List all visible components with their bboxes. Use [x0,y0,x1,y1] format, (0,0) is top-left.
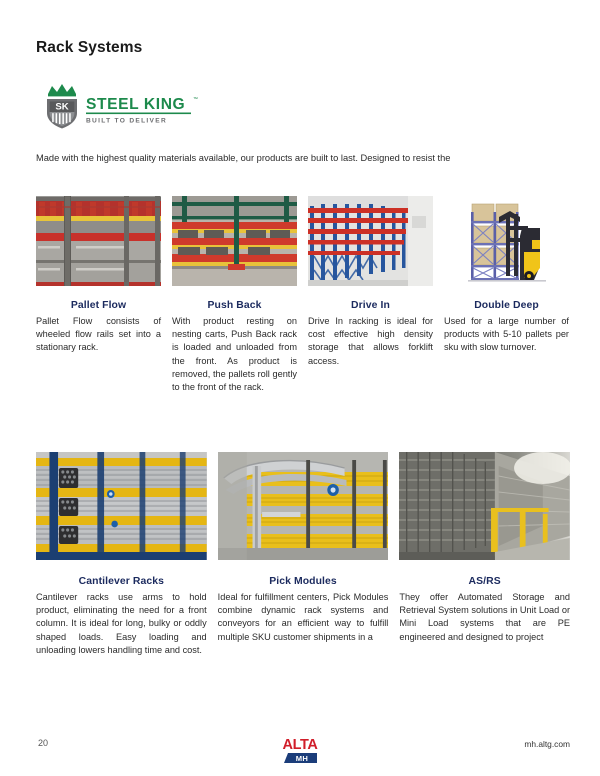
svg-text:MH: MH [295,754,309,763]
card-title: AS/RS [468,576,501,587]
svg-text:BUILT TO DELIVER: BUILT TO DELIVER [86,117,167,125]
product-card-drive-in [308,196,433,394]
footer-url: mh.altg.com [524,739,570,749]
card-title: Drive In [351,300,390,311]
card-title: Pick Modules [269,576,337,587]
product-row-two [36,452,570,657]
card-body: Used for a large number of products with 5-10 pallets per sku with slow turnover. [444,316,569,353]
product-row-one [36,196,570,394]
asrs-photo-art [399,452,570,560]
push-back-photo-art [172,196,297,286]
card-body: Pallet Flow consists of wheeled flow rails set into a stationary rack. [36,316,161,353]
card-body: Cantilever racks use arms to hold product, eliminating the need for a front column. It is ideal for long, bulky or oddly shaped loads. Easy loading and unloading lowers handling time and cost. [36,592,207,655]
card-body: With product resting on nesting carts, Push Back rack is loaded and unloaded from the front. As product is removed, the pallets roll gently to the front of the rack. [172,316,297,393]
pallet-flow-photo-art [36,196,161,286]
product-card-pallet-flow [36,196,161,394]
drive-in-photo [308,196,433,286]
drive-in-photo-art [308,196,433,286]
svg-text:™: ™ [193,96,198,103]
card-body: Drive In racking is ideal for cost effective high density storage that allows forklift access. [308,316,433,366]
cantilever-racks-photo-art [36,452,207,560]
product-card-cantilever-racks [36,452,207,657]
push-back-photo [172,196,297,286]
product-card-asrs [399,452,570,657]
product-card-double-deep [444,196,569,394]
double-deep-photo [444,196,569,286]
footer-page-number: 20 [38,738,49,748]
card-body: Ideal for fulfillment centers, Pick Modules combine dynamic rack systems and conveyors for an efficient way to fulfill multiple SKU customer shipments in a [217,592,389,642]
steel-king-logo [34,82,214,130]
svg-text:SK: SK [55,101,69,113]
card-title: Push Back [207,300,262,311]
pallet-flow-photo [36,196,161,286]
pick-modules-photo [218,452,389,560]
svg-text:ALTA: ALTA [282,737,318,753]
card-body: They offer Automated Storage and Retrieval System solutions in Unit Load or Mini Load systems that are PE engineered and designed to project [399,592,571,642]
pick-modules-photo-art [218,452,389,560]
cantilever-racks-photo [36,452,207,560]
intro-paragraph: Made with the highest quality materials available, our products are built to last. Designed to resist the [36,153,451,163]
product-card-push-back [172,196,297,394]
asrs-photo [399,452,570,560]
alta-mh-logo-art [269,734,331,766]
page-title: Rack Systems [36,39,143,56]
alta-mh-logo [269,734,331,766]
product-card-pick-modules [218,452,389,657]
card-title: Double Deep [474,300,539,311]
card-title: Pallet Flow [70,300,127,311]
steel-king-logo-art [34,82,214,130]
svg-text:STEEL KING: STEEL KING [86,96,186,113]
card-title: Cantilever Racks [78,576,165,587]
double-deep-photo-art [444,196,569,286]
